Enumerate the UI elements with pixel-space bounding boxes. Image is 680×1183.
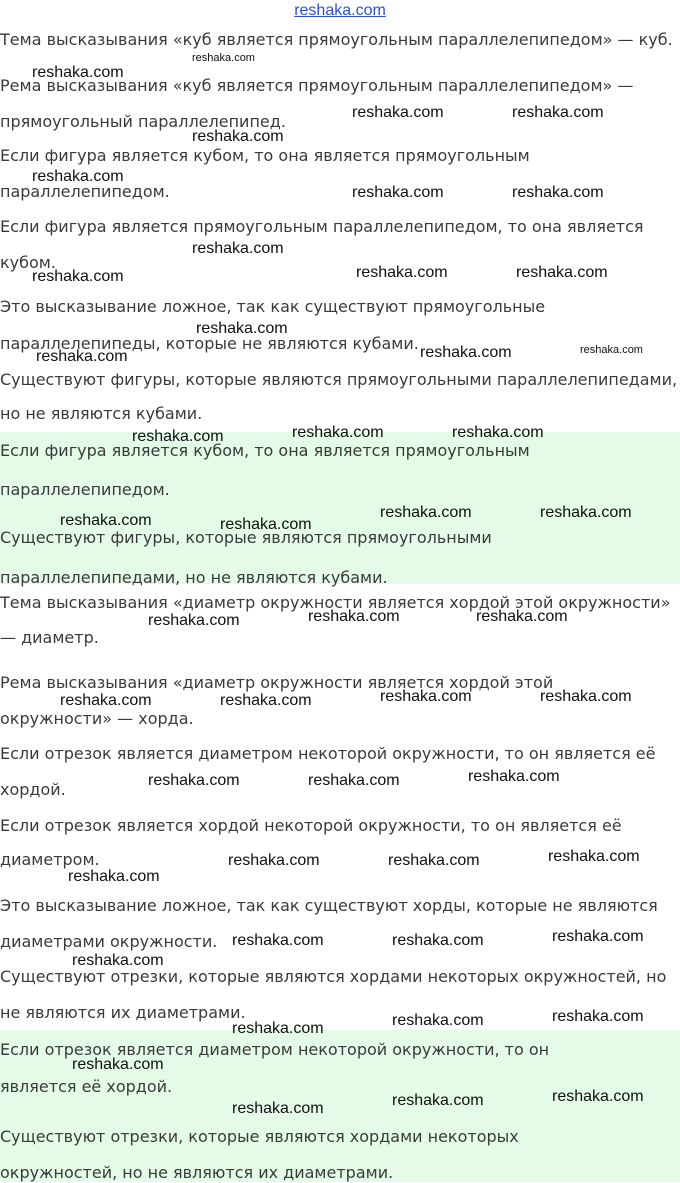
watermark: reshaka.com: [232, 932, 324, 949]
watermark: reshaka.com: [228, 852, 320, 869]
watermark: reshaka.com: [72, 1056, 164, 1073]
watermark: reshaka.com: [548, 848, 640, 865]
watermark: reshaka.com: [552, 1088, 644, 1105]
watermark: reshaka.com: [552, 1008, 644, 1025]
text-line: параллелепипедом.: [0, 480, 170, 499]
watermark: reshaka.com: [232, 1100, 324, 1117]
watermark: reshaka.com: [132, 428, 224, 445]
text-line: Тема высказывания «диаметр окружности является хордой этой окружности»: [0, 593, 671, 612]
watermark: reshaka.com: [32, 64, 124, 81]
text-line: Существуют фигуры, которые являются прямоугольными: [0, 528, 492, 547]
text-line: является её хордой.: [0, 1077, 173, 1096]
watermark: reshaka.com: [380, 688, 472, 705]
watermark: reshaka.com: [476, 608, 568, 625]
text-line: Если отрезок является диаметром некоторой окружности, то он: [0, 1040, 550, 1059]
watermark: reshaka.com: [60, 512, 152, 529]
watermark: reshaka.com: [32, 168, 124, 185]
watermark: reshaka.com: [192, 240, 284, 257]
text-line: — диаметр.: [0, 628, 99, 647]
text-line: Тема высказывания «куб является прямоугольным параллелепипедом» — куб.: [0, 30, 673, 49]
watermark: reshaka.com: [196, 320, 288, 337]
watermark: reshaka.com: [392, 1092, 484, 1109]
text-line: Существуют фигуры, которые являются прямоугольными параллелепипедами,: [0, 370, 678, 389]
watermark: reshaka.com: [352, 184, 444, 201]
text-line: не являются их диаметрами.: [0, 1003, 246, 1022]
text-line: Это высказывание ложное, так как существуют хорды, которые не являются: [0, 896, 658, 915]
watermark: reshaka.com: [220, 692, 312, 709]
watermark: reshaka.com: [452, 424, 544, 441]
watermark: reshaka.com: [540, 504, 632, 521]
watermark: reshaka.com: [468, 768, 560, 785]
watermark: reshaka.com: [580, 344, 643, 356]
watermark: reshaka.com: [392, 1012, 484, 1029]
text-line: окружностей, но не являются их диаметрами.: [0, 1163, 394, 1182]
text-line: Рема высказывания «куб является прямоугольным параллелепипедом» —: [0, 76, 634, 95]
watermark: reshaka.com: [232, 1020, 324, 1037]
watermark: reshaka.com: [148, 772, 240, 789]
watermark: reshaka.com: [32, 268, 124, 285]
text-line: Если фигура является кубом, то она является прямоугольным: [0, 441, 530, 460]
watermark: reshaka.com: [388, 852, 480, 869]
text-line: Это высказывание ложное, так как существуют прямоугольные: [0, 297, 546, 316]
text-line: диаметром.: [0, 850, 100, 869]
text-line: Существуют отрезки, которые являются хордами некоторых окружностей, но: [0, 967, 667, 986]
text-line: параллелепипедом.: [0, 182, 170, 201]
watermark: reshaka.com: [68, 868, 160, 885]
text-line: хордой.: [0, 780, 66, 799]
watermark: reshaka.com: [308, 772, 400, 789]
watermark: reshaka.com: [512, 184, 604, 201]
watermark: reshaka.com: [72, 952, 164, 969]
text-line: Существуют отрезки, которые являются хордами некоторых: [0, 1127, 519, 1146]
watermark: reshaka.com: [148, 612, 240, 629]
watermark: reshaka.com: [356, 264, 448, 281]
watermark: reshaka.com: [192, 52, 255, 64]
text-line: кубом.: [0, 253, 56, 272]
text-line: Если фигура является прямоугольным параллелепипедом, то она является: [0, 217, 644, 236]
text-line: диаметрами окружности.: [0, 932, 218, 951]
watermark: reshaka.com: [220, 516, 312, 533]
watermark: reshaka.com: [420, 344, 512, 361]
text-line: параллелепипеды, которые не являются кубами.: [0, 334, 419, 353]
text-line: но не являются кубами.: [0, 404, 203, 423]
watermark: reshaka.com: [380, 504, 472, 521]
watermark: reshaka.com: [516, 264, 608, 281]
watermark: reshaka.com: [512, 104, 604, 121]
watermark: reshaka.com: [292, 424, 384, 441]
watermark: reshaka.com: [540, 688, 632, 705]
text-line: окружности» — хорда.: [0, 709, 194, 728]
text-line: параллелепипедами, но не являются кубами.: [0, 568, 388, 587]
text-line: Если отрезок является диаметром некоторой окружности, то он является её: [0, 744, 656, 763]
watermark: reshaka.com: [308, 608, 400, 625]
watermark: reshaka.com: [192, 128, 284, 145]
watermark: reshaka.com: [36, 348, 128, 365]
text-line: Рема высказывания «диаметр окружности является хордой этой: [0, 673, 554, 692]
text-line: Если фигура является кубом, то она является прямоугольным: [0, 146, 530, 165]
watermark: reshaka.com: [352, 104, 444, 121]
watermark: reshaka.com: [552, 928, 644, 945]
text-line: прямоугольный параллелепипед.: [0, 112, 286, 131]
site-header-link[interactable]: reshaka.com: [294, 2, 386, 19]
watermark: reshaka.com: [392, 932, 484, 949]
text-line: Если отрезок является хордой некоторой окружности, то он является её: [0, 816, 622, 835]
watermark: reshaka.com: [60, 692, 152, 709]
